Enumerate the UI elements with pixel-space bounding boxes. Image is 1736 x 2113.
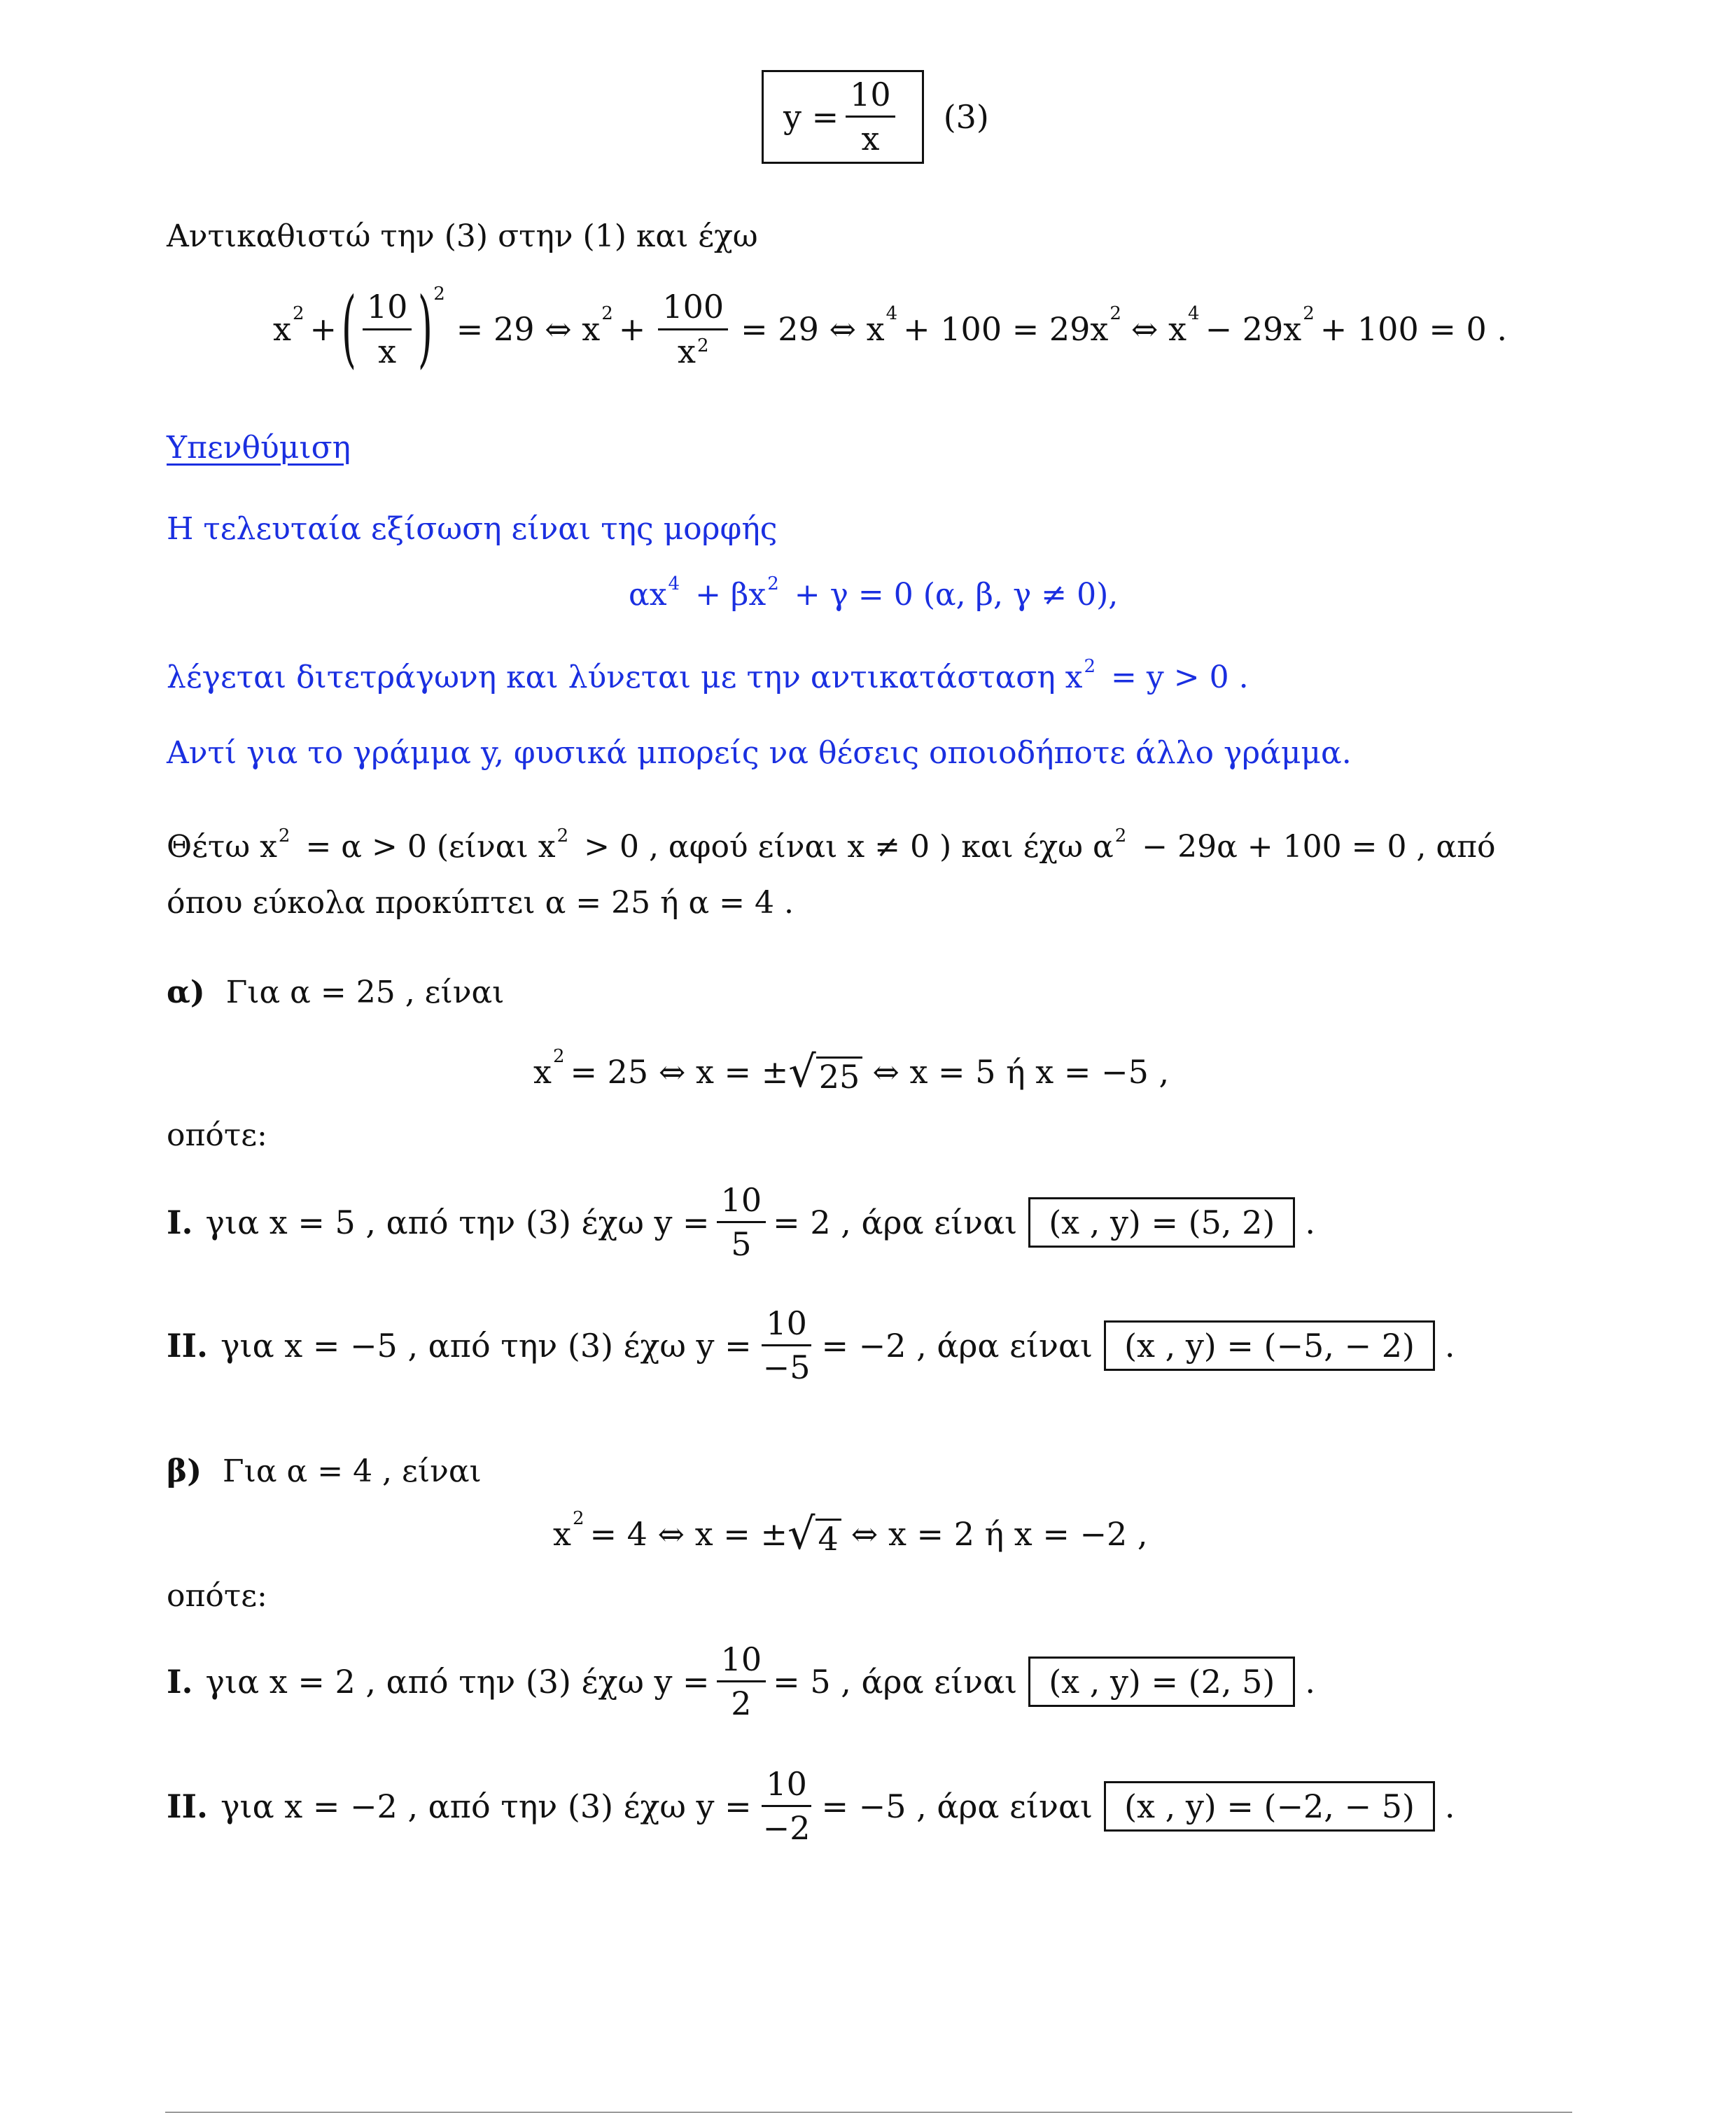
substitution-line-2: όπου εύκολα προκύπτει α = 25 ή α = 4 . [167,885,794,921]
equation-3: y = $\frac{10}{x}$ (3) [762,70,989,164]
case-a-therefore: οπότε: [167,1117,267,1153]
case-a-heading: α) Για α = 25 , είναι [167,975,505,1010]
reminder-equation: $\alpha x^4 + \beta x^2 + \gamma = 0$ (α, β, γ ≠ 0), [629,573,1119,613]
case-b-therefore: οπότε: [167,1578,267,1614]
result-box: (x , y) = (2, 5) [1028,1657,1295,1707]
reminder-line-2: λέγεται διτετράγωνη και λύνεται με την αντικατάσταση $x^2 = y > 0$ . [167,656,1249,695]
result-box: (x , y) = (5, 2) [1028,1197,1295,1248]
equation-tag: (3) [943,97,989,136]
result-box: (x , y) = (−2, − 5) [1104,1781,1435,1832]
case-b-heading: β) Για α = 4 , είναι [167,1453,482,1489]
reminder-title[interactable]: Υπενθύμιση [167,430,351,466]
case-a-II: II. για x = −5 , από την (3) έχω y = $\frac{10}{-5}$ = −2 , άρα είναι (x , y) = (−5, − 2) . [167,1304,1455,1387]
reminder-line-3: Αντί για το γράμμα y, φυσικά μπορείς να θέσεις οποιοδήποτε άλλο γράμμα. [167,735,1352,771]
main-equation: x 2 + ( $\frac{10}{x}$ ) 2 = 29 ⇔ x 2 + $\frac{100}{x^2}$ = 29 ⇔ x 4 + 100 = 29x 2 ⇔ x 4 − 29x 2 + 100 = 0 . [273,280,1508,377]
reminder-line-1: Η τελευταία εξίσωση είναι της μορφής [167,511,778,547]
case-b-equation: x 2 = 4 ⇔ x = ± √ 4 ⇔ x = 2 ή x = −2 , [553,1508,1148,1559]
case-a-equation: x 2 = 25 ⇔ x = ± √ 25 ⇔ x = 5 ή x = −5 , [533,1046,1170,1097]
case-b-I: I. για x = 2 , από την (3) έχω y = $\frac{10}{2}$ = 5 , άρα είναι (x , y) = (2, 5) . [167,1640,1315,1723]
result-box: (x , y) = (−5, − 2) [1104,1320,1435,1371]
case-a-I: I. για x = 5 , από την (3) έχω y = $\frac{10}{5}$ = 2 , άρα είναι (x , y) = (5, 2) . [167,1181,1315,1264]
substitution-line-1: Θέτω $x^2 = \alpha > 0$ (είναι $x^2 > 0$ , αφού είναι x ≠ 0 ) και έχω $\alpha^2 - 29\alpha + 100 = 0$ , από [167,825,1496,865]
case-b-II: II. για x = −2 , από την (3) έχω y = $\frac{10}{-2}$ = −5 , άρα είναι (x , y) = (−2, − 5) . [167,1765,1455,1848]
intro-text: Αντικαθιστώ την (3) στην (1) και έχω [167,218,758,254]
